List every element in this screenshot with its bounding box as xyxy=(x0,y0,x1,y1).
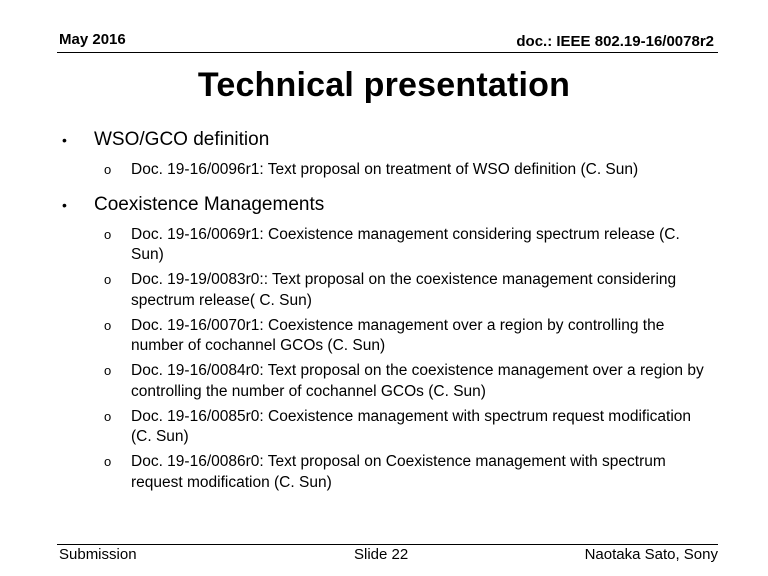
sub-list-item xyxy=(62,452,712,493)
circle-bullet-icon: o xyxy=(104,363,112,378)
sub-list-item xyxy=(62,407,712,448)
sub-item-text: Doc. 19-16/0070r1: Coexistence management over a region by controlling the number of cochannel GCOs (C. Sun) xyxy=(131,316,665,354)
circle-bullet-icon: o xyxy=(104,226,112,242)
sub-item-text: Doc. 19-16/0069r1: Coexistence management considering spectrum release (C. Sun) xyxy=(131,225,680,263)
bullet-text: Coexistence Managements xyxy=(94,193,325,215)
sub-item-text: Doc. 19-19/0083r0:: Text proposal on the coexistence management considering spectrum release( C. Sun) xyxy=(131,271,677,309)
sub-item-text: Doc. 19-16/0096r1: Text proposal on treatment of WSO definition (C. Sun) xyxy=(131,161,639,178)
footer-submission: Submission xyxy=(59,546,137,563)
header-doc-number: doc.: IEEE 802.19-16/0078r2 xyxy=(516,33,714,50)
header-divider xyxy=(57,52,718,53)
sub-item-text: Doc. 19-16/0084r0: Text proposal on the coexistence management over a region by controlling the number of cochannel GCOs (C. Sun) xyxy=(131,362,704,400)
sub-item-text: Doc. 19-16/0086r0: Text proposal on Coexistence management with spectrum request modification (C. Sun) xyxy=(131,453,666,491)
circle-bullet-icon: o xyxy=(104,454,112,469)
footer-slide-number: Slide 22 xyxy=(354,546,409,563)
sub-list-wso xyxy=(62,160,712,181)
circle-bullet-icon: o xyxy=(104,317,112,333)
bullet-text: WSO/GCO definition xyxy=(94,129,270,150)
sub-item-text: Doc. 19-16/0085r0: Coexistence management with spectrum request modification (C. Sun) xyxy=(131,407,692,445)
bullet-dot-icon: • xyxy=(62,132,67,148)
footer-divider xyxy=(57,544,718,545)
sub-list-item xyxy=(62,160,712,181)
circle-bullet-icon: o xyxy=(104,272,112,287)
sub-list-coexistence xyxy=(62,225,712,494)
slide-content xyxy=(62,128,712,499)
header-date: May 2016 xyxy=(59,31,126,48)
sub-list-item xyxy=(62,225,712,266)
sub-list-item xyxy=(62,361,712,402)
sub-list-item xyxy=(62,270,712,311)
circle-bullet-icon: o xyxy=(104,162,112,177)
circle-bullet-icon: o xyxy=(104,408,112,424)
bullet-dot-icon: • xyxy=(62,196,67,213)
sub-list-item xyxy=(62,316,712,357)
bullet-coexistence-managements xyxy=(62,193,712,217)
slide-title: Technical presentation xyxy=(197,66,571,104)
footer-author: Naotaka Sato, Sony xyxy=(584,546,718,563)
bullet-wso-gco-definition xyxy=(62,128,712,152)
